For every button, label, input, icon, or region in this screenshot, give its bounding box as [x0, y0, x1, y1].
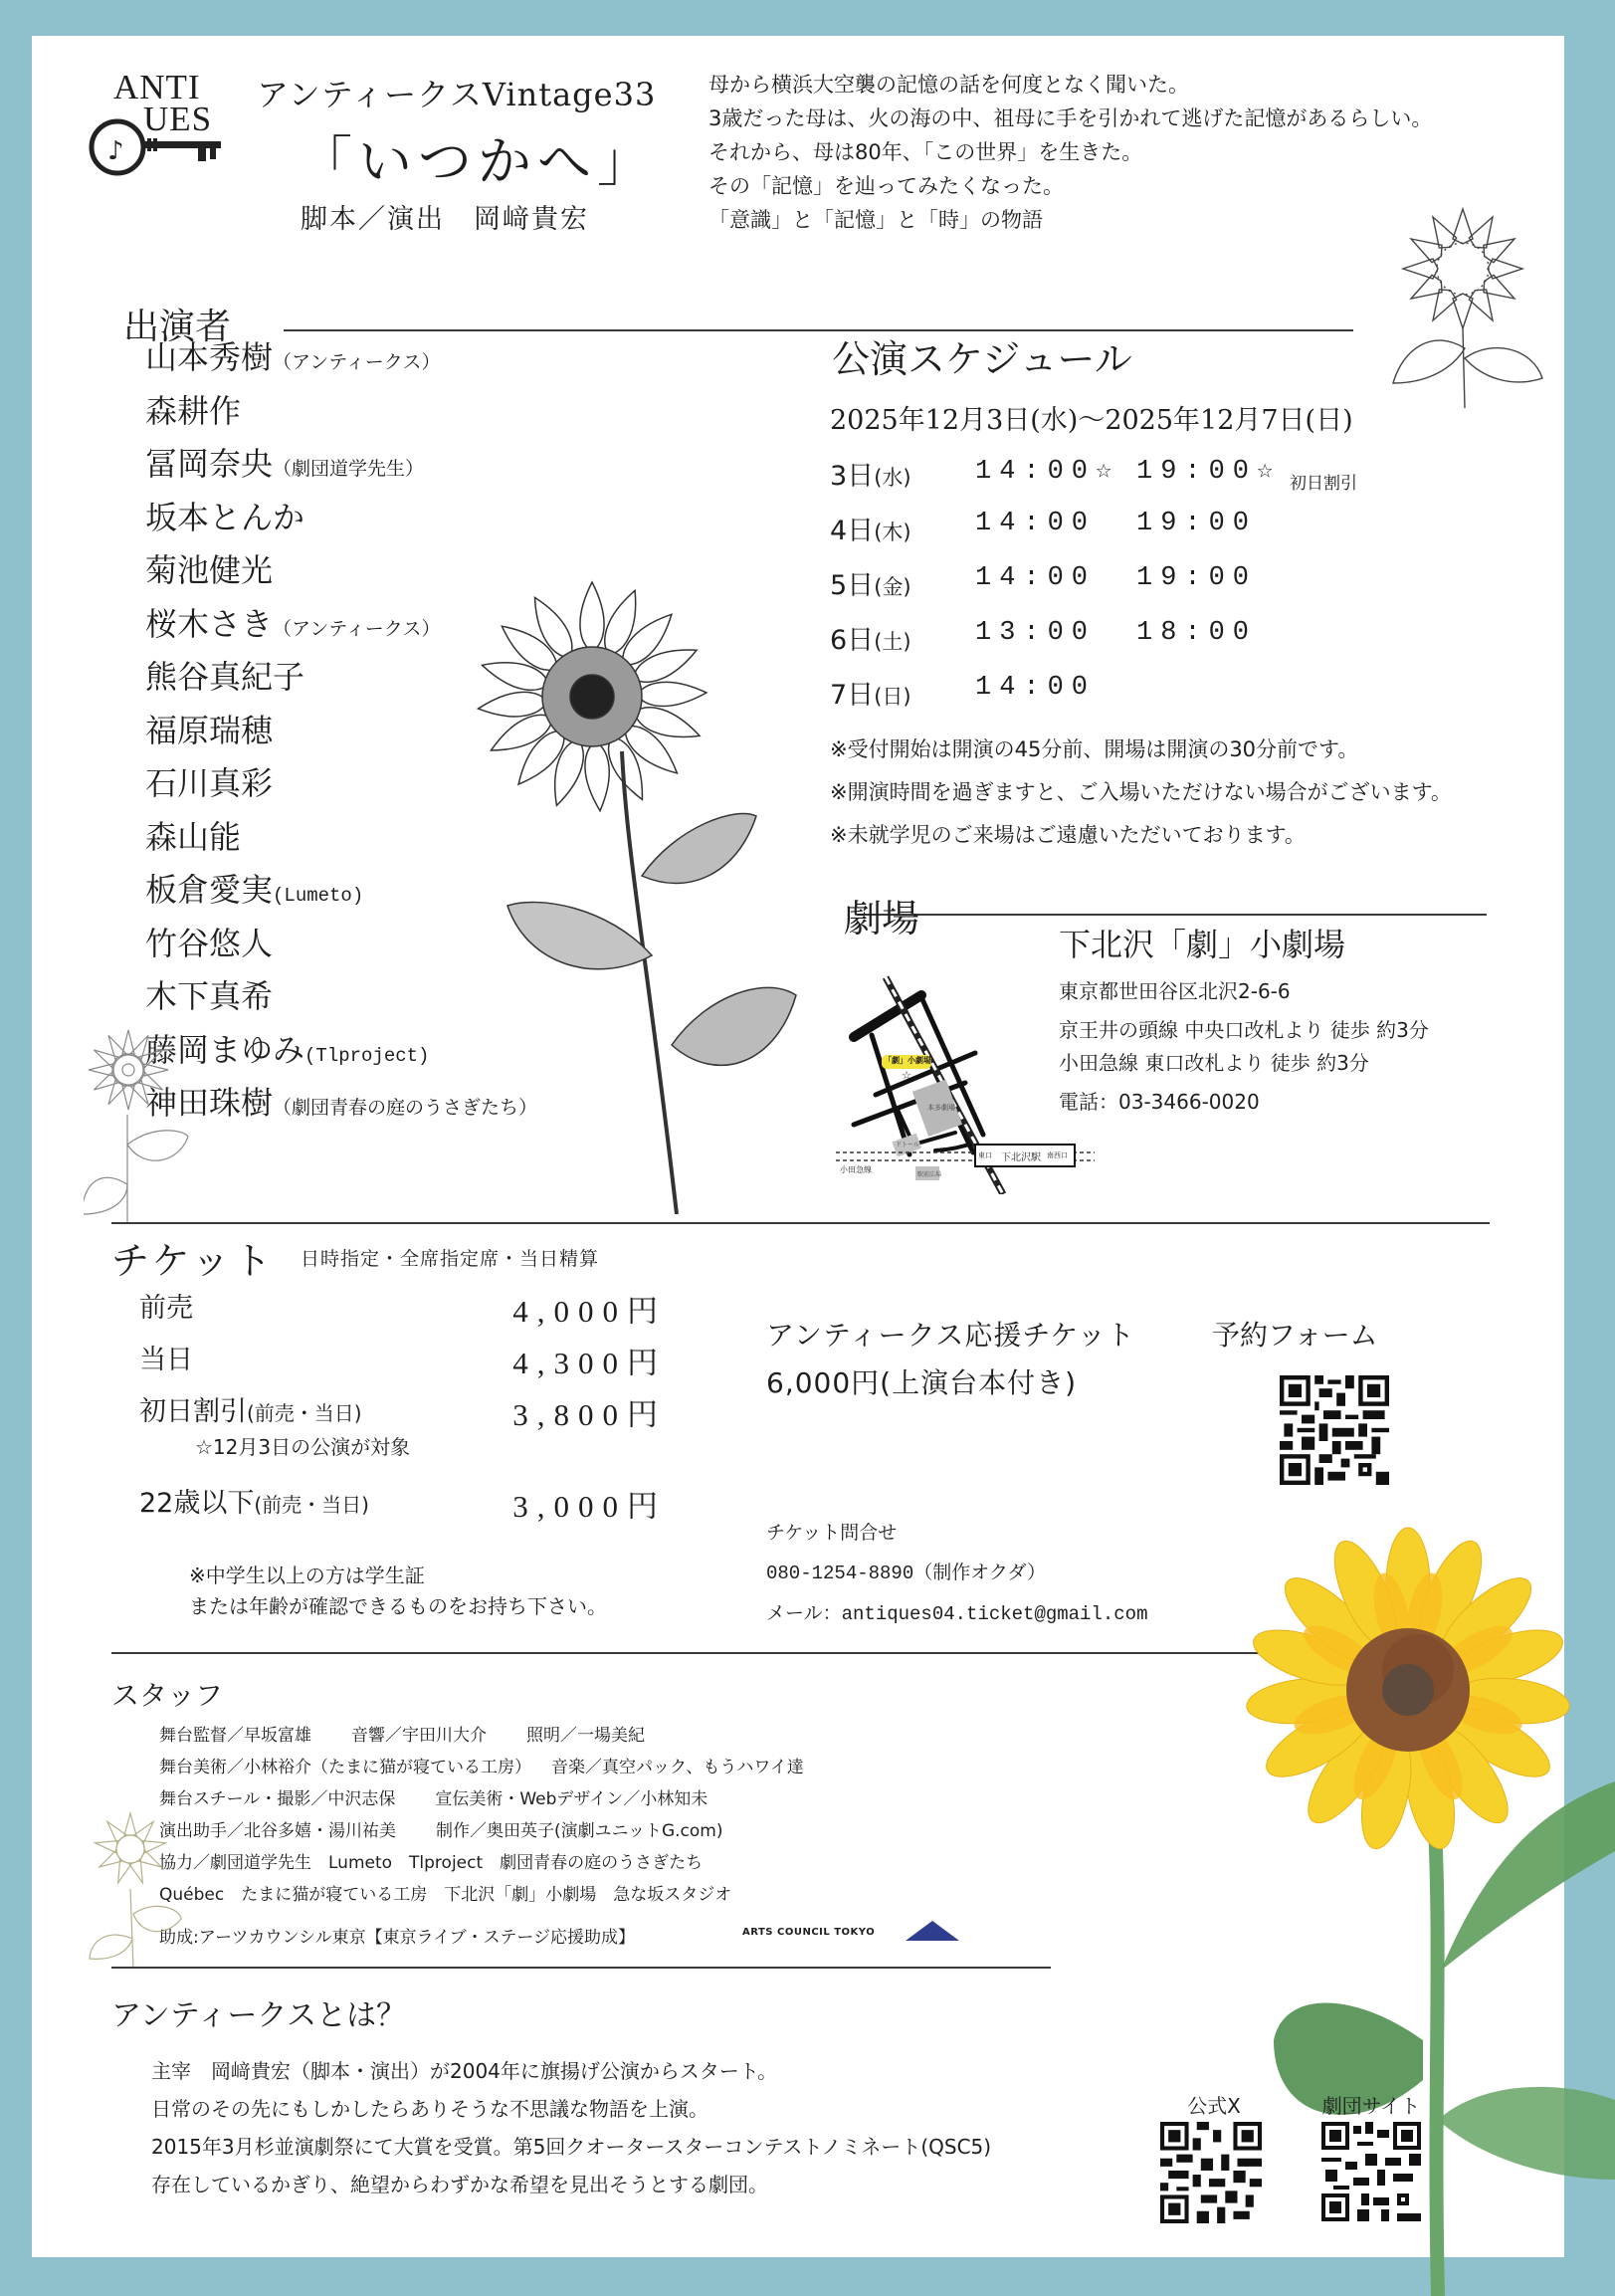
- schedule-divider: [858, 914, 1487, 916]
- official-x-qr-code[interactable]: [1160, 2122, 1262, 2223]
- map-station-label: 下北沢駅: [1001, 1152, 1041, 1163]
- price-row: [139, 1286, 667, 1338]
- story-line: 母から横浜大空襲の記憶の話を何度となく聞いた。: [708, 73, 1189, 97]
- reservation-form-qr-code[interactable]: [1280, 1375, 1389, 1485]
- writer-director-credit: 脚本／演出 岡﨑貴宏: [301, 204, 589, 235]
- cast-divider: [284, 329, 1353, 331]
- schedule-row: [830, 509, 1357, 563]
- cast-name: 板倉愛実: [145, 871, 274, 909]
- showtime-matinee: 14:00: [975, 673, 1097, 703]
- cast-affiliation: (Lumeto): [273, 885, 364, 907]
- schedule-day: 4日: [830, 516, 875, 546]
- tickets-heading: チケット: [111, 1239, 276, 1283]
- price-table: [139, 1286, 667, 1533]
- ticket-inquiry: [766, 1513, 1147, 1635]
- venue-heading: 劇場: [844, 897, 920, 940]
- reservation-form-label: 予約フォーム: [1212, 1319, 1378, 1352]
- venue-access-inokashira: 京王井の頭線 中央口改札より 徒歩 約3分: [1059, 1018, 1429, 1042]
- schedule-weekday: (金): [874, 575, 911, 599]
- map-southwest-exit: 南西口: [1047, 1151, 1068, 1159]
- staff-line: 演出助手／北谷多嬉・湯川祐美 制作／奥田英子(演劇ユニットG.com): [159, 1821, 723, 1841]
- schedule-weekday: (土): [874, 630, 911, 654]
- schedule-row: [830, 563, 1357, 618]
- schedule-day: 7日: [830, 680, 875, 711]
- cast-name: 福原瑞穂: [145, 711, 274, 749]
- grant-credit: 助成:アーツカウンシル東京【東京ライブ・ステージ応援助成】: [159, 1928, 635, 1948]
- cast-name: 森山能: [145, 817, 242, 856]
- schedule-day: 5日: [830, 570, 875, 601]
- price-value: 4,300円: [512, 1346, 667, 1380]
- schedule-table: [830, 454, 1357, 728]
- about-body: [151, 2052, 991, 2203]
- cast-name: 熊谷真紀子: [145, 658, 305, 696]
- story-line: 3歳だった母は、火の海の中、祖母に手を引かれて逃げた記憶があるらしい。: [708, 106, 1433, 130]
- sunflower-watercolor-illustration: [1234, 1523, 1615, 2296]
- showtime-evening: 19:00☆: [1136, 457, 1282, 487]
- cast-name: 桜木さき: [145, 604, 274, 643]
- venue-map: [836, 975, 1095, 1194]
- price-row: [139, 1338, 667, 1389]
- inquiry-label: チケット問合せ: [766, 1522, 898, 1544]
- showtime-evening: 19:00: [1136, 563, 1258, 593]
- sunflower-outline-icon: [86, 1809, 185, 1969]
- schedule-row: [830, 618, 1357, 673]
- cast-name: 神田珠樹: [145, 1084, 274, 1122]
- staff-line: 協力／劇団道学先生 Lumeto Tlproject 劇団青春の庭のうさぎたち: [159, 1853, 704, 1873]
- staff-divider: [111, 1967, 1051, 1969]
- price-label: 22歳以下(前売・当日): [139, 1488, 369, 1519]
- schedule-heading: 公演スケジュール: [832, 337, 1132, 381]
- staff-heading: スタッフ: [111, 1679, 224, 1712]
- cast-member: [145, 493, 537, 546]
- arts-council-logo-text: ARTS COUNCIL TOKYO: [742, 1927, 876, 1938]
- cast-member: [145, 332, 537, 386]
- cast-name: 石川真彩: [145, 764, 274, 802]
- support-ticket-price: 6,000円(上演台本付き): [766, 1366, 1078, 1399]
- story-line: 「意識」と「記憶」と「時」の物語: [708, 208, 1043, 232]
- map-honda-theater: 本多劇場: [927, 1104, 955, 1112]
- cast-member: [145, 386, 537, 440]
- cast-affiliation: （劇団道学先生）: [273, 458, 425, 480]
- venue-address: 東京都世田谷区北沢2-6-6: [1059, 979, 1291, 1003]
- schedule-day: 3日: [830, 461, 875, 492]
- sunflower-sketch-icon: [1373, 199, 1552, 408]
- map-east-exit: 東口: [978, 1151, 992, 1159]
- inquiry-phone: 080-1254-8890（制作オクダ）: [766, 1563, 1047, 1584]
- company-site-label: 劇団サイト: [1321, 2094, 1421, 2118]
- cast-name: 竹谷悠人: [145, 924, 274, 962]
- schedule-row: [830, 454, 1357, 509]
- sunflower-pencil-illustration: [438, 577, 836, 1214]
- price-label: 初日割引(前売・当日): [139, 1396, 362, 1427]
- play-title: 「いつかへ」: [299, 130, 657, 193]
- official-x-label: 公式X: [1187, 2094, 1241, 2118]
- opening-discount-note: 初日割引: [1290, 474, 1357, 494]
- cast-affiliation: （劇団青春の庭のうさぎたち）: [273, 1097, 538, 1119]
- cast-name: 藤岡まゆみ: [145, 1030, 305, 1069]
- price-row: [139, 1389, 667, 1481]
- schedule-note: ※開演時間を過ぎますと、ご入場いただけない場合がございます。: [830, 780, 1452, 804]
- price-value: 3,000円: [512, 1489, 667, 1524]
- tickets-divider: [111, 1652, 1266, 1654]
- cast-name: 木下真希: [145, 977, 274, 1015]
- cast-affiliation: (Tlproject): [304, 1044, 430, 1067]
- schedule-row: [830, 673, 1357, 728]
- price-row: [139, 1481, 667, 1533]
- note-line: ※中学生以上の方は学生証: [189, 1564, 425, 1587]
- cast-name: 冨岡奈央: [145, 445, 274, 483]
- cast-affiliation: （アンティークス）: [273, 617, 441, 640]
- staff-line: 舞台監督／早坂富雄 音響／宇田川大介 照明／一場美紀: [159, 1726, 645, 1746]
- about-line: 2015年3月杉並演劇祭にて大賞を受賞。第5回クオータースターコンテストノミネート(QSC5): [151, 2135, 992, 2159]
- cast-heading: 出演者: [123, 307, 232, 347]
- schedule-note: ※受付開始は開演の45分前、開場は開演の30分前です。: [830, 737, 1359, 761]
- cast-member: [145, 439, 537, 493]
- schedule-weekday: (水): [874, 466, 911, 490]
- story-line: それから、母は80年、「この世界」を生きた。: [708, 140, 1143, 164]
- story-line: その「記憶」を辿ってみたくなった。: [708, 174, 1064, 198]
- schedule-date-range: 2025年12月3日(水)～2025年12月7日(日): [830, 405, 1353, 436]
- staff-line: 舞台美術／小林裕介（たまに猫が寝ている工房） 音楽／真空パック、もうハワイ達: [159, 1758, 804, 1777]
- logo-text-line1: ANTI: [113, 68, 201, 106]
- map-theater-label: 「劇」小劇場: [884, 1056, 931, 1065]
- cast-name: 森耕作: [145, 391, 242, 430]
- showtime-matinee: 14:00☆: [975, 457, 1120, 487]
- cast-name: 山本秀樹: [145, 338, 274, 376]
- inquiry-email[interactable]: メール：antiques04.ticket@gmail.com: [766, 1603, 1148, 1625]
- about-line: 主宰 岡﨑貴宏（脚本・演出）が2004年に旗揚げ公演からスタート。: [151, 2059, 778, 2083]
- schedule-note: ※未就学児のご来場はご遠慮いただいております。: [830, 823, 1306, 847]
- showtime-matinee: 13:00: [975, 618, 1097, 648]
- staff-line: Québec たまに猫が寝ている工房 下北沢「劇」小劇場 急な坂スタジオ: [159, 1885, 732, 1905]
- svg-text:♪: ♪: [107, 136, 124, 166]
- note-line: または年齢が確認できるものをお持ち下さい。: [189, 1594, 607, 1618]
- tickets-subheading: 日時指定・全席指定席・当日精算: [301, 1248, 600, 1270]
- showtime-evening: 19:00: [1136, 509, 1258, 538]
- cast-name: 坂本とんか: [145, 498, 305, 536]
- about-line: 日常のその先にもしかしたらありそうな不思議な物語を上演。: [151, 2097, 708, 2121]
- price-condition: ☆12月3日の公演が対象: [195, 1435, 411, 1459]
- svg-text:☆: ☆: [902, 1069, 911, 1082]
- venue-access-odakyu: 小田急線 東口改札より 徒歩 約3分: [1059, 1051, 1369, 1075]
- about-line: 存在しているかぎり、絶望からわずかな希望を見出そうとする劇団。: [151, 2173, 768, 2196]
- map-roads: [836, 975, 1095, 1194]
- schedule-notes: [830, 729, 1452, 857]
- production-subtitle: アンティークスVintage33: [257, 76, 657, 113]
- venue-info: [1059, 975, 1429, 1119]
- schedule-day: 6日: [830, 625, 875, 656]
- upper-section-divider: [111, 1222, 1490, 1224]
- price-label: 当日: [139, 1345, 193, 1375]
- company-site-qr-code[interactable]: [1321, 2122, 1421, 2221]
- antiques-logo: [78, 68, 227, 177]
- sunflower-outline-icon: [84, 1025, 193, 1224]
- map-landmark: ドトール: [896, 1142, 919, 1148]
- schedule-weekday: (木): [874, 521, 911, 544]
- schedule-weekday: (日): [874, 685, 911, 709]
- staff-list: [159, 1720, 804, 1911]
- price-value: 4,000円: [512, 1294, 667, 1329]
- showtime-evening: 18:00: [1136, 618, 1258, 648]
- cast-name: 菊池健光: [145, 551, 274, 589]
- story-synopsis: [708, 68, 1432, 237]
- map-odakyu-line: 小田急線: [840, 1165, 872, 1174]
- venue-name: 下北沢「劇」小劇場: [1059, 926, 1346, 963]
- arts-council-triangle-icon: [906, 1921, 959, 1941]
- about-heading: アンティークスとは？: [111, 1998, 407, 2033]
- showtime-matinee: 14:00: [975, 509, 1097, 538]
- key-note-icon: [78, 68, 227, 177]
- price-label: 前売: [139, 1293, 193, 1324]
- cast-affiliation: （アンティークス）: [273, 351, 441, 373]
- staff-line: 舞台スチール・撮影／中沢志保 宣伝美術・Webデザイン／小林知未: [159, 1789, 708, 1809]
- logo-text-line2: UES: [143, 100, 213, 138]
- venue-phone: 電話：03-3466-0020: [1059, 1090, 1260, 1114]
- map-square: 駅前広場: [917, 1171, 942, 1178]
- support-ticket-label: アンティークス応援チケット: [766, 1319, 1135, 1352]
- student-id-note: [189, 1561, 607, 1622]
- price-value: 3,800円: [512, 1397, 667, 1432]
- showtime-matinee: 14:00: [975, 563, 1097, 593]
